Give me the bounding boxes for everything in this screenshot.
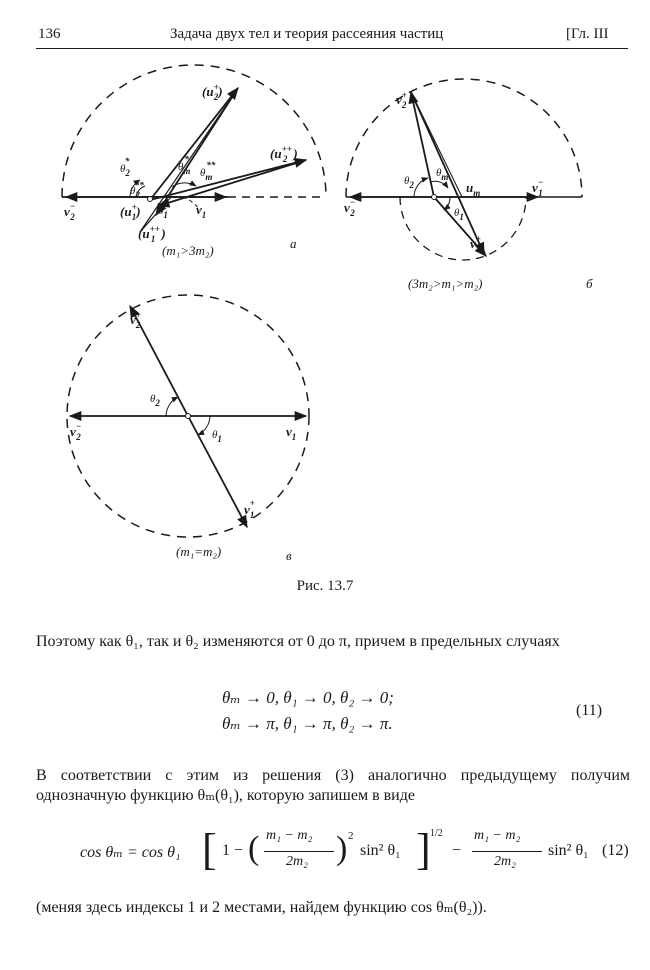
- eq12-numerator: m₁ − m₂: [266, 828, 313, 843]
- panel-b-label-um: $u_m$: [466, 180, 481, 198]
- panel-a-line-to-u1: [140, 88, 238, 232]
- panel-c-v1-plus-arrow: [188, 416, 247, 527]
- panel-b-label-v1m: v− 1: [532, 177, 544, 198]
- panel-c-label-v2p: v+ 2: [130, 310, 141, 330]
- eq12-one-minus: 1 −: [222, 842, 244, 859]
- panel-c-label-v1: $v_1$: [286, 424, 297, 442]
- eq12-denominator: 2m₂: [286, 854, 308, 869]
- panel-c-theta1-arc: [198, 416, 210, 435]
- panel-b-origin: [432, 195, 437, 200]
- panel-b-label-v2m: v− 2: [344, 197, 356, 218]
- panel-a-origin: [148, 197, 153, 202]
- paragraph-3: (меняя здесь индексы 1 и 2 местами, найдем функцию cos θₘ(θ₂)).: [36, 899, 487, 916]
- paragraph-1: Поэтому как θ₁, так и θ₂ изменяются от 0 до π, причем в предельных случаях: [36, 633, 560, 650]
- panel-a-label-thetams: $\theta_m*$: [178, 154, 191, 176]
- eq12-lhs: cos θₘ = cos θ₁: [80, 844, 181, 861]
- panel-c-label-v2m: v− 2: [70, 421, 82, 442]
- paragraph-2: В соответствии с этим из решения (3) аналогично предыдущему получим однозначную функцию θₘ(θ₁), которую запишем в виде: [36, 767, 630, 804]
- panel-c-condition: (m₁=m₂): [176, 544, 222, 559]
- panel-c-origin: [186, 414, 191, 419]
- panel-a: [62, 65, 326, 258]
- eq12-right-paren: ): [336, 830, 348, 867]
- eq12-numerator-2: m₁ − m₂: [474, 828, 521, 843]
- panel-a-label-u1p: (u+ 1): [120, 202, 141, 222]
- panel-b: [344, 79, 593, 291]
- equation-12: [80, 825, 640, 882]
- eq12-right-bracket: ]: [416, 825, 431, 874]
- page-number: 136: [38, 26, 61, 42]
- eq12-denominator-2: 2m₂: [494, 854, 516, 869]
- panel-c-letter: в: [286, 548, 292, 563]
- eq12-square: 2: [348, 830, 354, 842]
- panel-b-label-thetam: $\theta_m$: [436, 167, 449, 182]
- panel-b-label-theta1: $\theta_1$: [454, 207, 464, 222]
- eq12-fraction-line-2: [472, 851, 542, 852]
- panel-a-label-u2p: (u+ 2): [202, 82, 223, 102]
- chapter-label: [Гл. III: [566, 26, 609, 42]
- eq12-tail: sin² θ₁: [548, 842, 589, 859]
- panel-b-label-theta2: $\theta_2$: [404, 175, 414, 190]
- panel-b-dashed-big-arc: [346, 79, 582, 197]
- equation-11-line-1: θₘ → 0, θ₁ → 0, θ₂ → 0;: [222, 688, 394, 707]
- panel-a-label-v1: $v_1$: [196, 202, 207, 220]
- equation-11-line-2: θₘ → π, θ₁ → π, θ₂ → π.: [222, 714, 393, 733]
- panel-c-label-theta2: $\theta_2$: [150, 393, 160, 408]
- eq12-sin-term: sin² θ₁: [360, 842, 401, 859]
- panel-a-condition: (m₁>3m₂): [162, 243, 214, 258]
- panel-a-u2-plusplus-arrow: [150, 160, 306, 200]
- panel-a-label-u1pp: (u++ 1 ): [138, 224, 166, 244]
- panel-c: [67, 295, 309, 563]
- eq12-fraction-line: [264, 851, 334, 852]
- eq12-half-power: 1/2: [430, 828, 443, 839]
- panel-b-label-v2p: v+ 2: [396, 90, 407, 110]
- panel-c-theta2-arc: [166, 397, 178, 416]
- panel-c-label-v1p: v+ 1: [244, 498, 255, 520]
- panel-a-u2-plus-arrow: [150, 88, 238, 200]
- panel-a-label-theta2ss: $\theta_2**$: [130, 180, 144, 200]
- eq12-left-bracket: [: [202, 825, 217, 874]
- panel-b-label-v1p: v+ 1: [470, 234, 481, 254]
- equation-number-11: (11): [576, 702, 603, 719]
- panel-b-condition: (3m₂>m₁>m₂): [408, 276, 483, 291]
- panel-c-label-theta1: $\theta_1$: [212, 429, 222, 444]
- eq12-left-paren: (: [248, 830, 260, 867]
- panel-a-label-thetamss: $\theta_m**$: [200, 160, 216, 182]
- panel-b-letter: б: [586, 276, 593, 291]
- eq12-minus: −: [452, 842, 462, 859]
- panel-a-letter: a: [290, 236, 297, 251]
- panel-a-label-theta1: $\theta_1$: [158, 205, 168, 220]
- panel-a-label-v2m: v− 2: [64, 201, 76, 222]
- panel-a-label-u2pp: (u++ 2 ): [270, 144, 298, 164]
- panel-b-theta2-arc: [414, 178, 428, 197]
- panel-a-label-theta2s: $\theta_2*$: [120, 156, 130, 178]
- panel-a-dashed-circle: [62, 65, 326, 197]
- equation-number-12: (12): [602, 842, 629, 859]
- figure-caption: Рис. 13.7: [296, 578, 354, 594]
- running-title: Задача двух тел и теория рассеяния частиц: [170, 26, 444, 42]
